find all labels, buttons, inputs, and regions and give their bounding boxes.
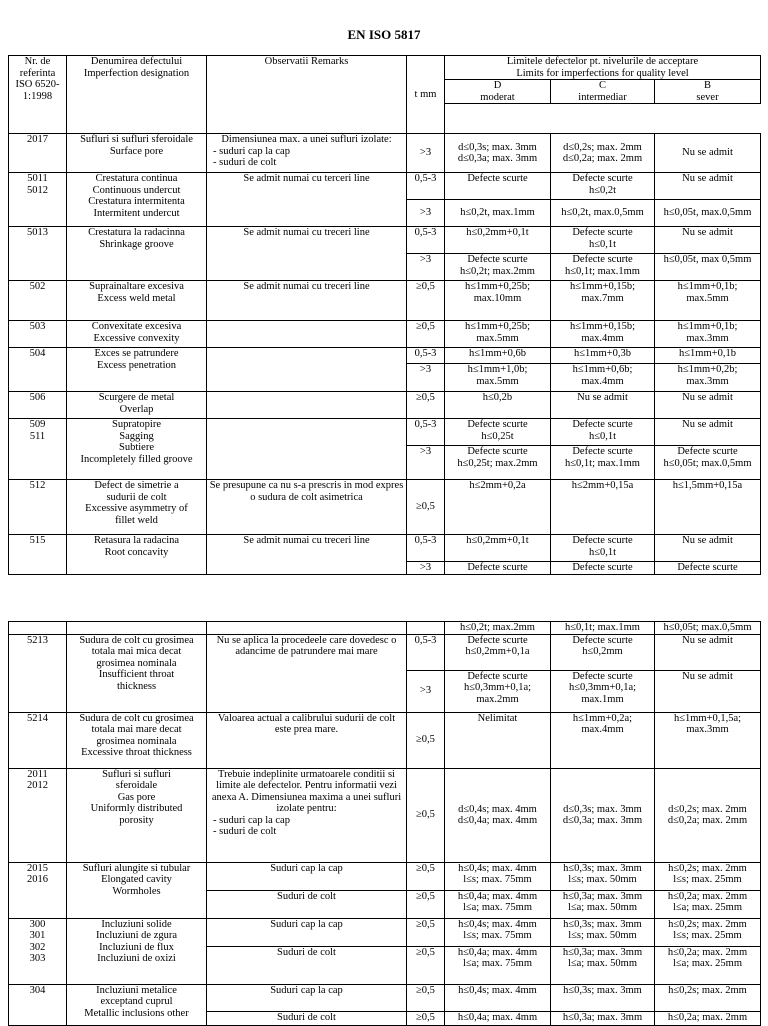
ref-cell: 304	[9, 984, 67, 1025]
ref-cell: 509 511	[9, 419, 67, 480]
level-d-cell: h≤0,2b	[445, 392, 551, 419]
t-cell: 0,5-3	[407, 535, 445, 562]
name-cell: Crestatura continua Continuous undercut Crestatura intermitenta Intermitent undercut	[67, 173, 207, 227]
level-b-cell: h≤1mm+0,2b; max.3mm	[655, 364, 761, 392]
t-cell: >3	[407, 200, 445, 227]
t-cell: >3	[407, 562, 445, 575]
level-d-cell: Defecte scurte h≤0,2mm+0,1a	[445, 634, 551, 670]
header-limits: Limitele defectelor pt. nivelurile de acceptare Limits for imperfections for quality level	[445, 56, 761, 80]
table-row	[9, 622, 761, 635]
header-level-d: D moderat	[445, 80, 551, 104]
name-cell: Sudura de colt cu grosimea totala mai mica decat grosimea nominala Insufficient throat thickness	[67, 634, 207, 712]
t-cell: ≥0,5	[407, 480, 445, 535]
name-cell: Defect de simetrie a sudurii de colt Excessive asymmetry of fillet weld	[67, 480, 207, 535]
obs-cell: Nu se aplica la procedeele care dovedesc o adancime de patrundere mai mare	[207, 634, 407, 712]
name-cell: Exces se patrundere Excess penetration	[67, 348, 207, 392]
t-cell: >3	[407, 134, 445, 173]
level-b-cell: Nu se admit	[655, 227, 761, 254]
level-c-cell: Defecte scurte h≤0,1t	[551, 419, 655, 446]
name-cell: Sufluri si sufluri sferoidale Surface pore	[67, 134, 207, 173]
level-d-cell: Defecte scurte	[445, 562, 551, 575]
ref-cell: 502	[9, 281, 67, 321]
level-b-cell: d≤0,2s; max. 2mm d≤0,2a; max. 2mm	[655, 768, 761, 862]
name-cell: Sudura de colt cu grosimea totala mai mare decat grosimea nominala Excessive throat thickness	[67, 712, 207, 768]
level-d-cell: h≤0,4s; max. 4mm l≤s; max. 75mm	[445, 862, 551, 890]
level-d-cell: Nelimitat	[445, 712, 551, 768]
header-level-b: B sever	[655, 80, 761, 104]
name-cell: Supratopire Sagging Subtiere Incompletely filled groove	[67, 419, 207, 480]
name-cell: Convexitate excesiva Excessive convexity	[67, 321, 207, 348]
imperfections-table-2	[8, 621, 761, 1026]
level-c-cell: h≤0,3s; max. 3mm l≤s; max. 50mm	[551, 918, 655, 946]
level-b-cell: Nu se admit	[655, 634, 761, 670]
level-c-cell: h≤1mm+0,6b; max.4mm	[551, 364, 655, 392]
level-c-cell: h≤0,3a; max. 3mm l≤a; max. 50mm	[551, 890, 655, 918]
table-row	[9, 634, 761, 670]
level-d-cell: h≤0,4s; max. 4mm	[445, 984, 551, 1011]
table-row	[9, 281, 761, 321]
t-cell: 0,5-3	[407, 173, 445, 200]
name-cell: Sufluri alungite si tubular Elongated cavity Wormholes	[67, 862, 207, 918]
obs-cell	[207, 348, 407, 392]
level-b-cell: Nu se admit	[655, 392, 761, 419]
level-d-cell: h≤0,4s; max. 4mm l≤s; max. 75mm	[445, 918, 551, 946]
level-b-cell: h≤1mm+0,1b; max.5mm	[655, 281, 761, 321]
obs-cell: Suduri de colt	[207, 946, 407, 984]
table-row	[9, 134, 761, 173]
level-c-cell: Nu se admit	[551, 392, 655, 419]
level-c-cell: h≤2mm+0,15a	[551, 480, 655, 535]
ref-cell: 5013	[9, 227, 67, 281]
table-row	[9, 173, 761, 200]
obs-cell: Dimensiunea max. a unei sufluri izolate: - suduri cap la cap - suduri de colt	[207, 134, 407, 173]
level-c-cell: Defecte scurte h≤0,1t	[551, 227, 655, 254]
level-b-cell: h≤0,2s; max. 2mm l≤s; max. 25mm	[655, 918, 761, 946]
obs-cell: Suduri cap la cap	[207, 984, 407, 1011]
obs-cell: Trebuie indeplinite urmatoarele conditii si limite ale defectelor. Pentru informatii vezi anexa A. Dimensiunea maxima a unei sufluri izolate pentru: - suduri cap la cap - suduri de colt	[207, 768, 407, 862]
page-title: EN ISO 5817	[347, 27, 421, 42]
level-d-cell: Defecte scurte h≤0,2t; max.2mm	[445, 254, 551, 281]
t-cell: >3	[407, 446, 445, 480]
ref-cell: 2015 2016	[9, 862, 67, 918]
level-c-cell: h≤0,3a; max. 3mm l≤a; max. 50mm	[551, 946, 655, 984]
t-cell: ≥0,5	[407, 890, 445, 918]
obs-cell	[207, 419, 407, 480]
t-cell: ≥0,5	[407, 281, 445, 321]
level-d-cell: h≤0,2t, max.1mm	[445, 200, 551, 227]
table-row	[9, 480, 761, 535]
obs-cell: Suduri cap la cap	[207, 862, 407, 890]
level-c-cell: h≤1mm+0,15b; max.7mm	[551, 281, 655, 321]
level-b-cell: h≤0,2s; max. 2mm l≤s; max. 25mm	[655, 862, 761, 890]
obs-cell: Suduri de colt	[207, 890, 407, 918]
level-b-cell: Nu se admit	[655, 419, 761, 446]
level-c-cell: h≤0,3s; max. 3mm	[551, 984, 655, 1011]
obs-cell: Suduri de colt	[207, 1011, 407, 1025]
name-cell: Incluziuni solide Incluziuni de zgura Incluziuni de flux Incluziuni de oxizi	[67, 918, 207, 984]
t-cell: ≥0,5	[407, 862, 445, 890]
level-d-cell: h≤0,4a; max. 4mm l≤a; max. 75mm	[445, 890, 551, 918]
obs-cell: Suduri cap la cap	[207, 918, 407, 946]
ref-cell: 5214	[9, 712, 67, 768]
level-d-cell: h≤1mm+1,0b; max.5mm	[445, 364, 551, 392]
table-row	[9, 535, 761, 562]
level-c-cell: Defecte scurte h≤0,1t; max.1mm	[551, 446, 655, 480]
level-b-cell: Defecte scurte	[655, 562, 761, 575]
level-b-cell: h≤0,2s; max. 2mm	[655, 984, 761, 1011]
level-c-cell: h≤1mm+0,2a; max.4mm	[551, 712, 655, 768]
level-c-cell: h≤0,3s; max. 3mm l≤s; max. 50mm	[551, 862, 655, 890]
level-b-cell: h≤1mm+0,1b; max.3mm	[655, 321, 761, 348]
t-cell: ≥0,5	[407, 946, 445, 984]
level-d-cell: Defecte scurte h≤0,25t; max.2mm	[445, 446, 551, 480]
obs-cell	[207, 392, 407, 419]
level-d-cell: Defecte scurte h≤0,3mm+0,1a; max.2mm	[445, 670, 551, 712]
ref-cell: 503	[9, 321, 67, 348]
level-b-cell: Nu se admit	[655, 670, 761, 712]
header-name: Denumirea defectului Imperfection designation	[67, 56, 207, 134]
t-cell: ≥0,5	[407, 984, 445, 1011]
ref-cell: 5011 5012	[9, 173, 67, 227]
t-cell: ≥0,5	[407, 768, 445, 862]
t-cell: ≥0,5	[407, 1011, 445, 1025]
level-c-cell: h≤1mm+0,3b	[551, 348, 655, 364]
table-row	[9, 227, 761, 254]
level-d-cell: h≤1mm+0,25b; max.5mm	[445, 321, 551, 348]
level-d-cell: h≤0,2t; max.2mm	[445, 622, 551, 635]
name-cell: Suprainaltare excesiva Excess weld metal	[67, 281, 207, 321]
level-c-cell: h≤0,1t; max.1mm	[551, 622, 655, 635]
level-c-cell: Defecte scurte h≤0,2t	[551, 173, 655, 200]
table-row	[9, 862, 761, 890]
level-b-cell: Nu se admit	[655, 173, 761, 200]
t-cell: 0,5-3	[407, 634, 445, 670]
level-d-cell: h≤2mm+0,2a	[445, 480, 551, 535]
obs-cell: Se admit numai cu terceri line	[207, 173, 407, 227]
header-t: t mm	[407, 56, 445, 134]
level-c-cell: Defecte scurte	[551, 562, 655, 575]
obs-cell: Valoarea actual a calibrului sudurii de colt este prea mare.	[207, 712, 407, 768]
level-b-cell: h≤0,05t, max 0,5mm	[655, 254, 761, 281]
level-c-cell: d≤0,3s; max. 3mm d≤0,3a; max. 3mm	[551, 768, 655, 862]
level-d-cell: h≤0,4a; max. 4mm	[445, 1011, 551, 1025]
level-b-cell: Nu se admit	[655, 134, 761, 173]
t-cell: >3	[407, 254, 445, 281]
level-b-cell: h≤0,2a; max. 2mm l≤a; max. 25mm	[655, 890, 761, 918]
ref-cell: 5213	[9, 634, 67, 712]
level-c-cell: d≤0,2s; max. 2mm d≤0,2a; max. 2mm	[551, 134, 655, 173]
name-cell: Sufluri si sufluri sferoidale Gas pore Uniformly distributed porosity	[67, 768, 207, 862]
imperfections-table-1	[8, 55, 761, 575]
level-b-cell: Nu se admit	[655, 535, 761, 562]
level-d-cell: d≤0,4s; max. 4mm d≤0,4a; max. 4mm	[445, 768, 551, 862]
t-cell: ≥0,5	[407, 918, 445, 946]
table-row	[9, 321, 761, 348]
level-b-cell: h≤0,05t; max.0,5mm	[655, 622, 761, 635]
level-c-cell: Defecte scurte h≤0,1t	[551, 535, 655, 562]
obs-cell: Se admit numai cu treceri line	[207, 535, 407, 575]
table-row	[9, 419, 761, 446]
level-d-cell: h≤0,2mm+0,1t	[445, 227, 551, 254]
level-d-cell: h≤0,4a; max. 4mm l≤a; max. 75mm	[445, 946, 551, 984]
obs-cell: Se admit numai cu treceri line	[207, 281, 407, 321]
name-cell: Scurgere de metal Overlap	[67, 392, 207, 419]
obs-cell: Se admit numai cu treceri line	[207, 227, 407, 281]
level-d-cell: Defecte scurte	[445, 173, 551, 200]
level-d-cell: h≤1mm+0,25b; max.10mm	[445, 281, 551, 321]
table-row	[9, 712, 761, 768]
table-row	[9, 392, 761, 419]
level-b-cell: Defecte scurte h≤0,05t; max.0,5mm	[655, 446, 761, 480]
table-row	[9, 918, 761, 946]
header-level-c: C intermediar	[551, 80, 655, 104]
level-b-cell: h≤0,2a; max. 2mm l≤a; max. 25mm	[655, 946, 761, 984]
level-b-cell: h≤0,05t, max.0,5mm	[655, 200, 761, 227]
level-c-cell: Defecte scurte h≤0,2mm	[551, 634, 655, 670]
level-b-cell: h≤0,2a; max. 2mm	[655, 1011, 761, 1025]
t-cell: >3	[407, 364, 445, 392]
level-d-cell: h≤1mm+0,6b	[445, 348, 551, 364]
ref-cell: 504	[9, 348, 67, 392]
level-c-cell: Defecte scurte h≤0,1t; max.1mm	[551, 254, 655, 281]
name-cell: Retasura la radacina Root concavity	[67, 535, 207, 575]
level-b-cell: h≤1mm+0,1,5a; max.3mm	[655, 712, 761, 768]
table-row	[9, 348, 761, 364]
level-b-cell: h≤1mm+0,1b	[655, 348, 761, 364]
ref-cell: 2011 2012	[9, 768, 67, 862]
table-row	[9, 984, 761, 1011]
obs-cell: Se presupune ca nu s-a prescris in mod expres o sudura de colt asimetrica	[207, 480, 407, 535]
level-c-cell: h≤0,2t, max.0,5mm	[551, 200, 655, 227]
level-d-cell: d≤0,3s; max. 3mm d≤0,3a; max. 3mm	[445, 134, 551, 173]
t-cell: ≥0,5	[407, 392, 445, 419]
header-ref: Nr. de referinta ISO 6520-1:1998	[9, 56, 67, 134]
t-cell: 0,5-3	[407, 227, 445, 254]
ref-cell: 300 301 302 303	[9, 918, 67, 984]
level-d-cell: h≤0,2mm+0,1t	[445, 535, 551, 562]
t-cell: ≥0,5	[407, 321, 445, 348]
level-b-cell: h≤1,5mm+0,15a	[655, 480, 761, 535]
t-cell: 0,5-3	[407, 348, 445, 364]
ref-cell: 506	[9, 392, 67, 419]
ref-cell: 512	[9, 480, 67, 535]
level-c-cell: h≤0,3a; max. 3mm	[551, 1011, 655, 1025]
ref-cell: 2017	[9, 134, 67, 173]
level-c-cell: Defecte scurte h≤0,3mm+0,1a; max.1mm	[551, 670, 655, 712]
t-cell: >3	[407, 670, 445, 712]
t-cell: ≥0,5	[407, 712, 445, 768]
ref-cell: 515	[9, 535, 67, 575]
level-d-cell: Defecte scurte h≤0,25t	[445, 419, 551, 446]
level-c-cell: h≤1mm+0,15b; max.4mm	[551, 321, 655, 348]
table-row	[9, 768, 761, 862]
t-cell: 0,5-3	[407, 419, 445, 446]
obs-cell	[207, 321, 407, 348]
name-cell: Incluziuni metalice exceptand cuprul Metallic inclusions other	[67, 984, 207, 1025]
name-cell: Crestatura la radacinna Shrinkage groove	[67, 227, 207, 281]
header-obs: Observatii Remarks	[207, 56, 407, 134]
